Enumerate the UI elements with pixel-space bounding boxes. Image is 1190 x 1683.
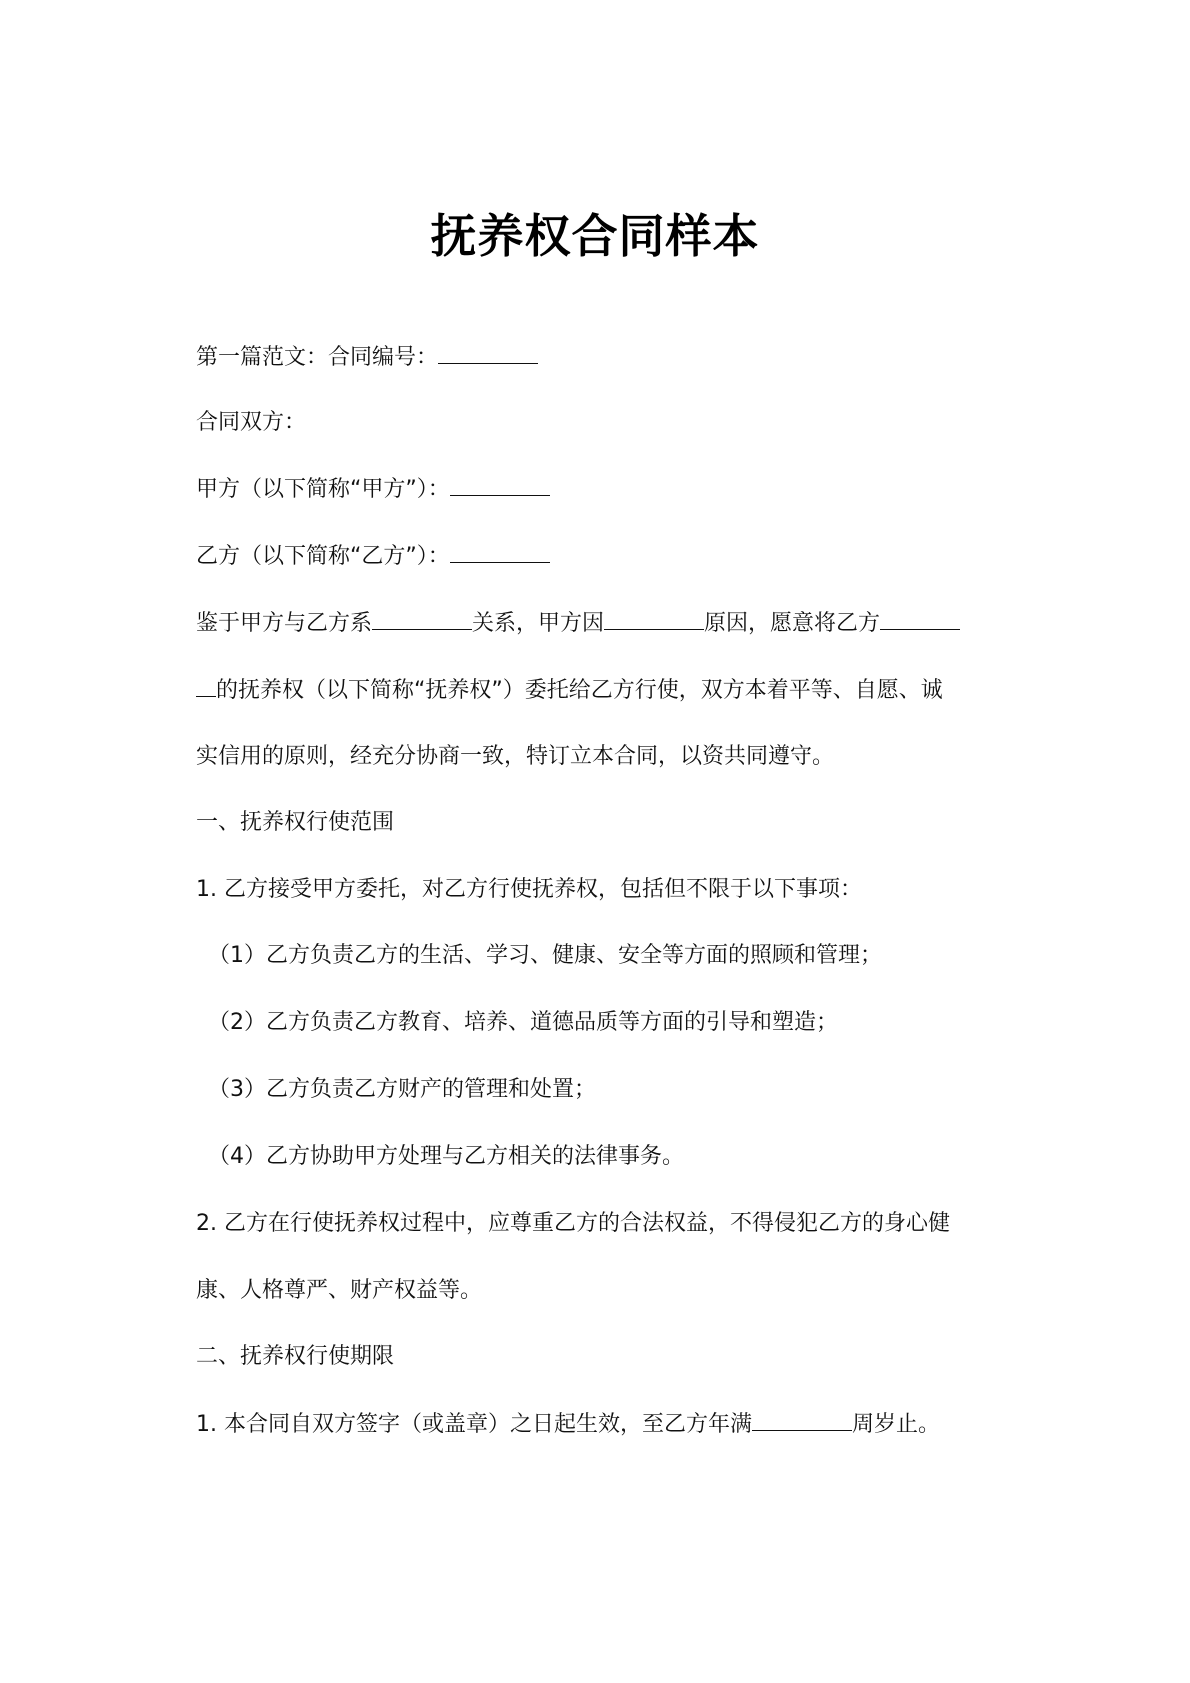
line-text: （1）乙方负责乙方的生活、学习、健康、安全等方面的照顾和管理； <box>207 943 882 968</box>
fill-blank-child-cont[interactable] <box>196 674 216 697</box>
line-text: 乙方（以下简称“乙方”）： <box>195 544 450 569</box>
fill-blank[interactable] <box>450 540 550 563</box>
line-text: 康、人格尊严、财产权益等。 <box>195 1278 482 1303</box>
line-text: 的抚养权（以下简称“抚养权”）委托给乙方行使，双方本着平等、自愿、诚 <box>215 678 943 703</box>
fill-blank-age[interactable] <box>752 1408 852 1431</box>
line-text: 1. 本合同自双方签字（或盖章）之日起生效，至乙方年满 <box>195 1412 752 1437</box>
heading-text: 二、抚养权行使期限 <box>195 1344 394 1369</box>
line-text: 原因，愿意将乙方 <box>704 611 881 636</box>
line-text: （2）乙方负责乙方教育、培养、道德品质等方面的引导和塑造； <box>207 1010 838 1035</box>
fill-blank-child[interactable] <box>880 607 960 630</box>
line-text: 合同双方： <box>195 410 306 435</box>
document-title: 抚养权合同样本 <box>430 209 760 263</box>
line-text: 实信用的原则，经充分协商一致，特订立本合同，以资共同遵守。 <box>195 744 834 769</box>
line-text: （4）乙方协助甲方处理与乙方相关的法律事务。 <box>207 1144 684 1169</box>
line-text: 2. 乙方在行使抚养权过程中，应尊重乙方的合法权益，不得侵犯乙方的身心健 <box>195 1211 950 1236</box>
line-text: 鉴于甲方与乙方系 <box>195 611 372 636</box>
fill-blank[interactable] <box>438 341 538 364</box>
line-text: 甲方（以下简称“甲方”）： <box>195 477 450 502</box>
fill-blank-reason[interactable] <box>604 607 704 630</box>
fill-blank[interactable] <box>450 473 550 496</box>
line-text: 周岁止。 <box>851 1412 940 1437</box>
line-text: 第一篇范文：合同编号： <box>195 345 438 370</box>
line-text: 1. 乙方接受甲方委托，对乙方行使抚养权，包括但不限于以下事项： <box>195 877 862 902</box>
clause-2-1 <box>168 1376 940 1473</box>
line-text: （3）乙方负责乙方财产的管理和处置； <box>207 1077 596 1102</box>
heading-text: 一、抚养权行使范围 <box>195 810 394 835</box>
line-text: 关系，甲方因 <box>472 611 605 636</box>
fill-blank-relationship[interactable] <box>372 607 472 630</box>
